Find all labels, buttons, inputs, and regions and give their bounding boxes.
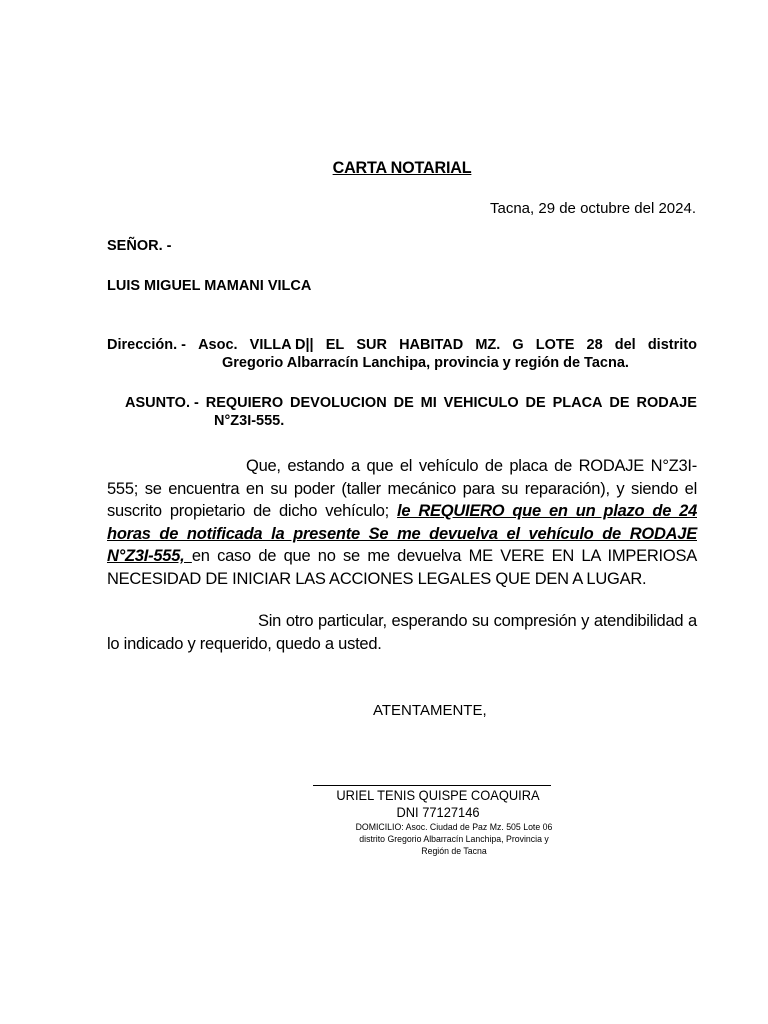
subject-word: RODAJE bbox=[636, 395, 697, 411]
signer-domicile bbox=[347, 822, 560, 858]
paragraph-1-text-a: Que, estando a que el vehículo de placa de RODAJE N°Z3I-555; se encuentra en su poder (taller mecánico para su reparación), y siendo el suscrito propietario de dicho vehículo; bbox=[107, 457, 697, 520]
domicile-line: distrito Gregorio Albarracín Lanchipa, Provincia y bbox=[359, 834, 549, 845]
subject-word: DE bbox=[393, 395, 414, 411]
paragraph-1-text-b: en caso de que no se me devuelva ME VERE EN LA IMPERIOSA NECESIDAD DE INICIAR LAS ACCIONES LEGALES QUE DEN A LUGAR. bbox=[107, 547, 697, 588]
signature-line bbox=[313, 785, 551, 786]
subject-line-1 bbox=[125, 394, 697, 412]
address-line-2: Gregorio Albarracín Lanchipa, provincia y región de Tacna. bbox=[222, 355, 629, 371]
address-word: HABITAD bbox=[399, 337, 464, 353]
subject-label: ASUNTO. - bbox=[125, 395, 199, 411]
subject-block bbox=[125, 394, 697, 430]
address-word: VILLA D|| bbox=[249, 337, 314, 353]
document-title: CARTA NOTARIAL bbox=[332, 158, 472, 177]
address-word: EL bbox=[325, 337, 345, 353]
signer-dni: DNI 77127146 bbox=[396, 804, 480, 820]
body-paragraph-2 bbox=[107, 610, 697, 655]
signer-name: URIEL TENIS QUISPE COAQUIRA bbox=[336, 787, 540, 803]
closing: ATENTAMENTE, bbox=[373, 702, 487, 719]
subject-word: MI bbox=[420, 395, 437, 411]
domicile-line: DOMICILIO: Asoc. Ciudad de Paz Mz. 505 Lote 06 bbox=[355, 822, 553, 833]
paragraph-2-text: Sin otro particular, esperando su compresión y atendibilidad a lo indicado y requerido, quedo a usted. bbox=[107, 612, 697, 653]
address-word: LOTE bbox=[535, 337, 575, 353]
address-block bbox=[107, 336, 697, 372]
subject-word: DEVOLUCION bbox=[290, 395, 387, 411]
subject-word: VEHICULO bbox=[443, 395, 519, 411]
address-word: del bbox=[614, 337, 636, 353]
recipient-name: LUIS MIGUEL MAMANI VILCA bbox=[107, 278, 312, 294]
subject-word: DE bbox=[609, 395, 630, 411]
address-word: SUR bbox=[356, 337, 387, 353]
address-word: Asoc. bbox=[198, 337, 238, 353]
address-word: G bbox=[512, 337, 524, 353]
subject-word: REQUIERO bbox=[205, 395, 284, 411]
address-word: MZ. bbox=[475, 337, 501, 353]
address-label: Dirección. - bbox=[107, 337, 186, 353]
salutation: SEÑOR. - bbox=[107, 238, 172, 254]
subject-word: DE bbox=[525, 395, 546, 411]
domicile-line: Región de Tacna bbox=[421, 846, 487, 857]
paragraph-1-emphasis: le REQUIERO que en un plazo de 24 horas de notificada la presente Se me devuelva el vehículo de RODAJE N°Z3I-555, bbox=[107, 502, 697, 565]
subject-word: PLACA bbox=[552, 395, 603, 411]
address-word: 28 bbox=[586, 337, 603, 353]
subject-line-2: N°Z3I-555. bbox=[214, 413, 285, 429]
address-word: distrito bbox=[647, 337, 697, 353]
letter-date: Tacna, 29 de octubre del 2024. bbox=[490, 200, 696, 217]
body-paragraph-1 bbox=[107, 455, 697, 590]
address-line-1 bbox=[107, 336, 697, 354]
